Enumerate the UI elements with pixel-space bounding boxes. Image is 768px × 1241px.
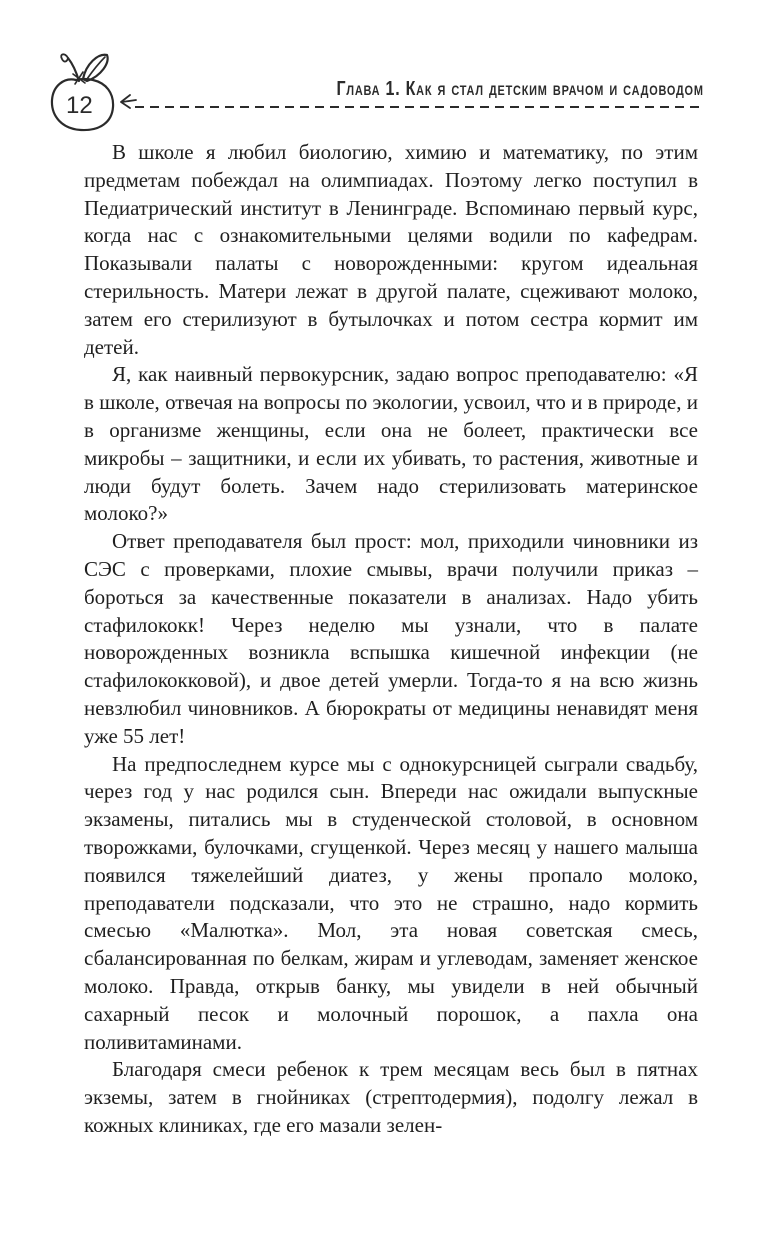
- chapter-title: Глава 1. Как я стал детским врачом и садоводом: [336, 77, 704, 100]
- paragraph: На предпоследнем курсе мы с однокурсницей сыграли свадьбу, через год у нас родился сын. Впереди нас ожидали выпускные экзамены, питались мы в студенческой столовой, в основном творожками, булочками, сгущенкой. Через месяц у нашего малыша появился тяжелейший диатез, у жены пропало молоко, преподаватели подсказали, что это не страшно, надо кормить смесью «Малютка». Мол, эта новая советская смесь, сбалансированная по белкам, жирам и углеводам, заменяет женское молоко. Правда, открыв банку, мы увидели в ней обычный сахарный песок и молочный порошок, а пахла она поливитаминами.: [84, 751, 698, 1054]
- page-number: 12: [66, 92, 93, 119]
- paragraph: Я, как наивный первокурсник, задаю вопрос преподавателю: «Я в школе, отвечая на вопросы по экологии, усвоил, что и в природе, и в организме женщины, если она не болеет, практически все микробы – защитники, и если их убивать, то растения, животные и люди будут болеть. Зачем надо стерилизовать материнское молоко?»: [84, 362, 698, 526]
- paragraph: Благодаря смеси ребенок к трем месяцам весь был в пятнах экземы, затем в гнойниках (стрептодермия), подолгу лежал в кожных клиниках, где его мазали зелен-: [84, 1057, 698, 1137]
- header-divider: [135, 106, 702, 108]
- apple-page-number-icon: [42, 50, 138, 138]
- paragraph: В школе я любил биологию, химию и математику, по этим предметам побеждал на олимпиадах. Поэтому легко поступил в Педиатрический институт в Ленинграде. Вспоминаю первый курс, когда нас с ознакомительными целями водили по кафедрам. Показывали палаты с новорожденными: кругом идеальная стерильность. Матери лежат в другой палате, сцеживают молоко, затем его стерилизуют в бутылочках и потом сестра кормит им детей.: [84, 140, 698, 359]
- paragraph: Ответ преподавателя был прост: мол, приходили чиновники из СЭС с проверками, плохие смывы, врачи получили приказ – бороться за качественные показатели в анализах. Надо убить стафилококк! Через неделю мы узнали, что в палате новорожденных возникла вспышка кишечной инфекции (не стафилококковой), и двое детей умерли. Тогда-то я на всю жизнь невзлюбил чиновников. А бюрократы от медицины ненавидят меня уже 55 лет!: [84, 529, 698, 748]
- apple-doodle: [42, 50, 138, 138]
- page-body: [84, 139, 698, 1140]
